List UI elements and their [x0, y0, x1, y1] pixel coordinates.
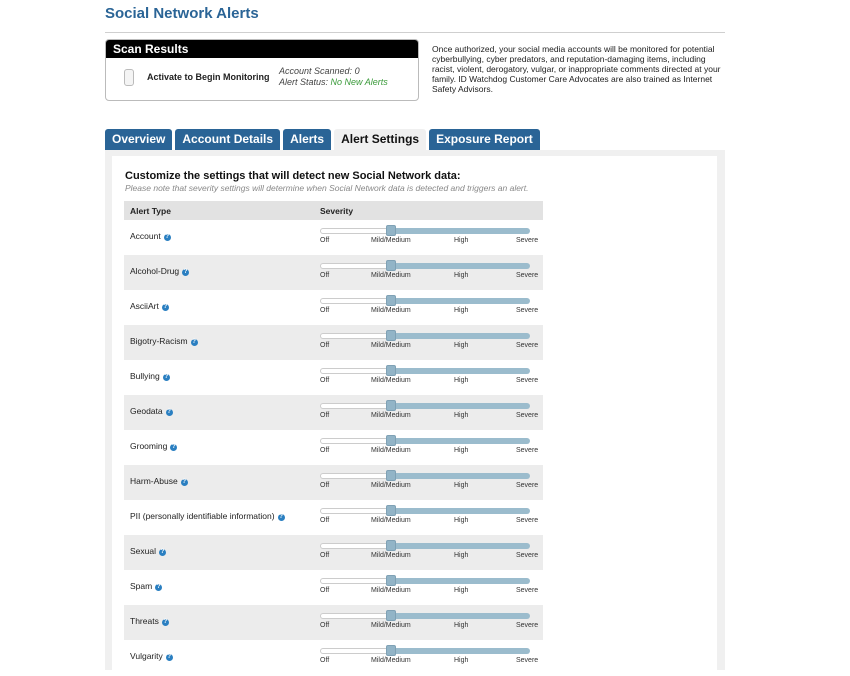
tab-alert-settings[interactable]: Alert Settings [334, 129, 426, 150]
severity-tick-label: Off [320, 237, 330, 244]
alert-status-label: Alert Status: [279, 77, 331, 87]
slider-handle[interactable] [386, 470, 396, 481]
alert-row [124, 605, 543, 640]
severity-tick-label: Mild/Medium [371, 412, 411, 419]
slider-track[interactable] [320, 333, 392, 339]
severity-tick-label: Severe [516, 412, 539, 419]
severity-tick-label: High [454, 307, 469, 314]
scan-results-box [105, 39, 419, 101]
slider-track[interactable] [320, 578, 392, 584]
alert-row [124, 430, 543, 465]
severity-tick-label: High [454, 272, 469, 279]
severity-tick-label: Off [320, 517, 330, 524]
severity-tick-label: Off [320, 342, 330, 349]
alert-row [124, 640, 543, 675]
severity-tick-label: Off [320, 447, 330, 454]
severity-tick-label: Severe [516, 587, 539, 594]
alert-settings-content [112, 156, 717, 676]
slider-range-fill [390, 438, 530, 444]
question-circle-icon[interactable]: ? [192, 339, 196, 345]
severity-tick-label: Severe [516, 482, 539, 489]
severity-tick-label: Off [320, 307, 330, 314]
severity-tick-label: High [454, 447, 469, 454]
severity-tick-label: Severe [516, 517, 539, 524]
slider-range-fill [390, 613, 530, 619]
slider-handle[interactable] [386, 540, 396, 551]
severity-tick-label: Off [320, 657, 330, 664]
alert-type-label [130, 651, 173, 661]
alert-type-label [130, 406, 173, 416]
severity-tick-label: Mild/Medium [371, 237, 411, 244]
severity-tick-label: Mild/Medium [371, 657, 411, 664]
alert-type-text: Sexual [130, 546, 156, 556]
severity-slider[interactable] [320, 228, 546, 248]
question-circle-icon[interactable]: ? [279, 514, 283, 520]
question-circle-icon[interactable]: ? [163, 304, 168, 310]
alert-type-label [130, 336, 198, 346]
column-alert-type: Alert Type [130, 206, 171, 216]
question-circle-icon[interactable]: ? [167, 654, 172, 660]
severity-tick-label: Off [320, 272, 330, 279]
activate-label: Activate to Begin Monitoring [147, 72, 270, 82]
slider-range-fill [390, 648, 530, 654]
severity-tick-label: Severe [516, 657, 539, 664]
alert-type-text: AsciiArt [130, 301, 159, 311]
severity-tick-label: High [454, 587, 469, 594]
title-divider [105, 32, 725, 33]
slider-handle[interactable] [386, 505, 396, 516]
severity-tick-label: Mild/Medium [371, 622, 411, 629]
alert-type-text: Harm-Abuse [130, 476, 178, 486]
question-circle-icon[interactable]: ? [160, 549, 165, 555]
question-circle-icon[interactable]: ? [156, 584, 161, 590]
severity-tick-label: High [454, 412, 469, 419]
alert-type-label [130, 546, 166, 556]
slider-handle[interactable] [386, 225, 396, 236]
alert-type-label [130, 371, 170, 381]
slider-handle[interactable] [386, 645, 396, 656]
alert-row [124, 500, 543, 535]
slider-range-fill [390, 368, 530, 374]
question-circle-icon[interactable]: ? [163, 619, 168, 625]
alert-row [124, 255, 543, 290]
severity-tick-label: High [454, 552, 469, 559]
severity-tick-label: High [454, 517, 469, 524]
question-circle-icon[interactable]: ? [183, 269, 188, 275]
slider-range-fill [390, 403, 530, 409]
page-title: Social Network Alerts [105, 5, 259, 22]
slider-range-fill [390, 263, 530, 269]
alert-type-label [130, 616, 169, 626]
severity-tick-label: High [454, 342, 469, 349]
severity-tick-label: Mild/Medium [371, 342, 411, 349]
slider-track[interactable] [320, 473, 392, 479]
slider-handle[interactable] [386, 365, 396, 376]
alert-type-text: Threats [130, 616, 159, 626]
severity-tick-label: Severe [516, 552, 539, 559]
settings-title: Customize the settings that will detect new Social Network data: [125, 170, 461, 182]
slider-range-fill [390, 578, 530, 584]
tab-bar [105, 129, 543, 150]
settings-table-header [124, 201, 543, 220]
alert-row [124, 535, 543, 570]
severity-slider[interactable] [320, 508, 546, 528]
alert-row [124, 220, 543, 255]
slider-track[interactable] [320, 298, 392, 304]
alert-type-label [130, 266, 189, 276]
severity-tick-label: High [454, 622, 469, 629]
alert-type-text: Bigotry-Racism [130, 336, 188, 346]
slider-range-fill [390, 473, 530, 479]
slider-range-fill [390, 228, 530, 234]
severity-tick-label: Mild/Medium [371, 307, 411, 314]
accounts-scanned-label: Account Scanned: [279, 66, 355, 76]
alert-type-label [130, 301, 169, 311]
slider-track[interactable] [320, 613, 392, 619]
question-circle-icon[interactable]: ? [165, 234, 170, 240]
severity-slider[interactable] [320, 438, 546, 458]
severity-tick-label: Mild/Medium [371, 517, 411, 524]
monitoring-toggle[interactable] [124, 69, 134, 86]
settings-note: Please note that severity settings will determine when Social Network data is detected and triggers an alert. [125, 183, 529, 193]
alert-type-text: Account [130, 231, 161, 241]
scan-results-header: Scan Results [106, 40, 418, 58]
alert-type-text: Alcohol-Drug [130, 266, 180, 276]
severity-slider[interactable] [320, 578, 546, 598]
alert-type-text: PII (personally identifiable information) [130, 511, 275, 521]
alert-row [124, 360, 543, 395]
severity-tick-label: Severe [516, 307, 539, 314]
alert-type-label [130, 441, 177, 451]
severity-tick-label: Severe [516, 342, 539, 349]
alert-type-label [130, 231, 171, 241]
severity-slider[interactable] [320, 403, 546, 423]
severity-slider[interactable] [320, 613, 546, 633]
tab-account-details[interactable]: Account Details [175, 129, 280, 150]
alert-row [124, 290, 543, 325]
severity-tick-label: Mild/Medium [371, 377, 411, 384]
slider-track[interactable] [320, 368, 392, 374]
severity-tick-label: Mild/Medium [371, 272, 411, 279]
alert-type-text: Grooming [130, 441, 168, 451]
alert-type-text: Bullying [130, 371, 160, 381]
alert-type-text: Geodata [130, 406, 163, 416]
slider-track[interactable] [320, 648, 392, 654]
alert-row [124, 570, 543, 605]
slider-track[interactable] [320, 403, 392, 409]
alert-settings-panel [105, 150, 725, 670]
slider-range-fill [390, 543, 530, 549]
slider-handle[interactable] [386, 400, 396, 411]
slider-handle[interactable] [386, 435, 396, 446]
slider-track[interactable] [320, 228, 392, 234]
severity-tick-label: Mild/Medium [371, 447, 411, 454]
severity-tick-label: Mild/Medium [371, 552, 411, 559]
tab-overview[interactable]: Overview [105, 129, 172, 150]
question-circle-icon[interactable]: ? [171, 444, 176, 450]
alert-row [124, 325, 543, 360]
severity-slider[interactable] [320, 648, 546, 668]
severity-slider[interactable] [320, 473, 546, 493]
slider-track[interactable] [320, 543, 392, 549]
severity-tick-label: Off [320, 552, 330, 559]
slider-track[interactable] [320, 508, 392, 514]
severity-tick-label: Severe [516, 237, 539, 244]
severity-tick-label: Off [320, 587, 330, 594]
alert-row [124, 395, 543, 430]
severity-tick-label: Severe [516, 377, 539, 384]
severity-tick-label: High [454, 237, 469, 244]
slider-range-fill [390, 298, 530, 304]
slider-handle[interactable] [386, 575, 396, 586]
severity-slider[interactable] [320, 543, 546, 563]
severity-tick-label: Off [320, 377, 330, 384]
alert-type-label [130, 581, 162, 591]
slider-handle[interactable] [386, 330, 396, 341]
severity-tick-label: High [454, 377, 469, 384]
alert-type-label [130, 511, 285, 521]
severity-tick-label: Mild/Medium [371, 587, 411, 594]
tab-exposure-report[interactable]: Exposure Report [429, 129, 540, 150]
slider-track[interactable] [320, 263, 392, 269]
slider-range-fill [390, 508, 530, 514]
tab-alerts[interactable]: Alerts [283, 129, 331, 150]
scan-stats [279, 66, 388, 88]
question-circle-icon[interactable]: ? [167, 409, 171, 415]
severity-tick-label: Off [320, 482, 330, 489]
alert-status-value: No New Alerts [330, 77, 388, 87]
severity-slider[interactable] [320, 263, 546, 283]
alert-type-text: Vulgarity [130, 651, 163, 661]
slider-track[interactable] [320, 438, 392, 444]
severity-tick-label: Severe [516, 622, 539, 629]
column-severity: Severity [320, 206, 354, 216]
alert-type-text: Spam [130, 581, 153, 591]
severity-tick-label: Severe [516, 272, 539, 279]
alert-type-label [130, 476, 188, 486]
severity-tick-label: Off [320, 412, 330, 419]
severity-slider[interactable] [320, 298, 546, 318]
slider-handle[interactable] [386, 295, 396, 306]
severity-slider[interactable] [320, 333, 546, 353]
question-circle-icon[interactable]: ? [182, 479, 187, 485]
slider-range-fill [390, 333, 530, 339]
severity-tick-label: Off [320, 622, 330, 629]
alert-row [124, 465, 543, 500]
severity-slider[interactable] [320, 368, 546, 388]
slider-handle[interactable] [386, 260, 396, 271]
severity-tick-label: High [454, 482, 469, 489]
slider-handle[interactable] [386, 610, 396, 621]
severity-tick-label: Mild/Medium [371, 482, 411, 489]
accounts-scanned-value: 0 [354, 66, 360, 76]
severity-tick-label: Severe [516, 447, 539, 454]
monitoring-description: Once authorized, your social media accounts will be monitored for potential cyberbullying, cyber predators, and reputation-damaging items, including racist, violent, derogatory, vulgar, or inappropriate comments directed at your family. ID Watchdog Customer Care Advocates are also trained as Internet Safety Advisors. [432, 44, 721, 94]
severity-tick-label: High [454, 657, 469, 664]
question-circle-icon[interactable]: ? [164, 374, 169, 380]
